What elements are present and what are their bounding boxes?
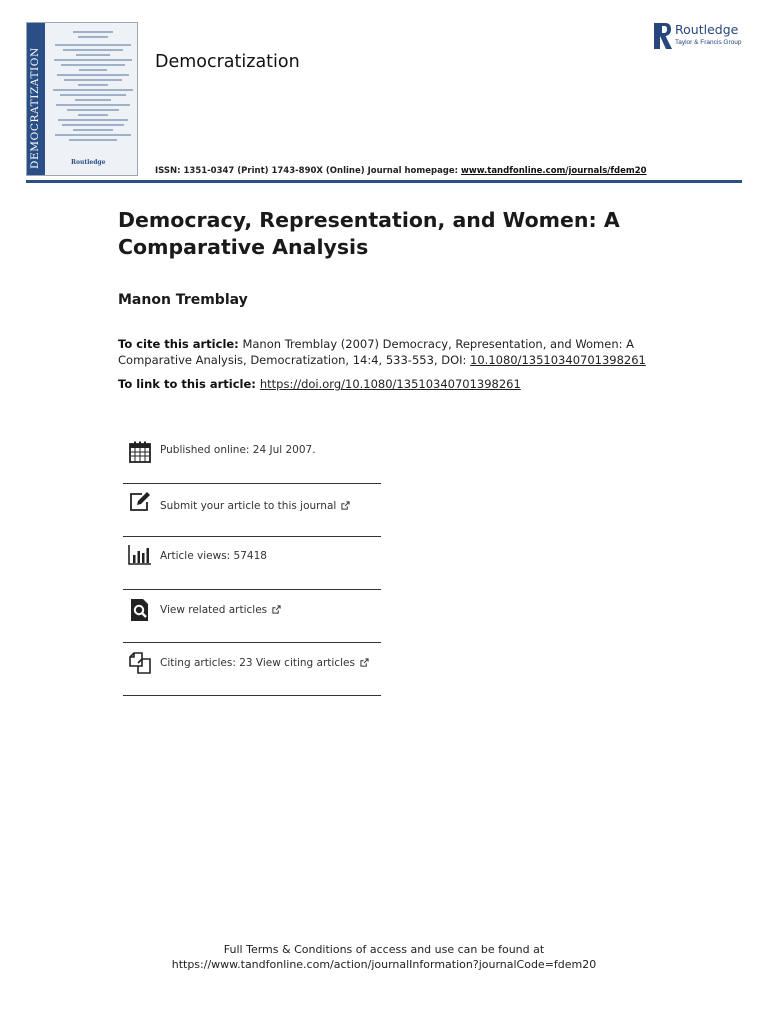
terms-footer — [0, 942, 768, 972]
citation-block — [118, 337, 648, 368]
article-author: Manon Tremblay — [118, 292, 248, 308]
submit-article-link[interactable] — [160, 500, 350, 512]
article-views-text: Article views: 57418 — [160, 550, 267, 562]
submit-article-item[interactable] — [123, 484, 381, 537]
submit-article-text: Submit your article to this journal — [160, 500, 337, 512]
cover-publisher: Routledge — [71, 159, 106, 166]
related-articles-link[interactable] — [160, 604, 281, 616]
external-link-icon — [341, 501, 350, 510]
article-views-item — [123, 537, 381, 590]
cover-spine-title: DEMOCRATIZATION — [29, 47, 41, 169]
calendar-icon — [128, 440, 152, 464]
citing-articles-text: Citing articles: 23 View citing articles — [160, 657, 355, 669]
related-articles-text: View related articles — [160, 604, 268, 616]
citing-icon — [128, 651, 152, 675]
link-label: To link to this article: — [118, 377, 260, 391]
related-articles-item[interactable] — [123, 590, 381, 643]
journal-name: Democratization — [155, 52, 300, 72]
publisher-group: Taylor & Francis Group — [675, 39, 742, 46]
journal-homepage-link[interactable]: www.tandfonline.com/journals/fdem20 — [461, 166, 647, 176]
cite-text: Manon Tremblay (2007) Democracy, Representation, and Women: A Comparative Analysis, Democratization, 14:4, 533-553, DOI: — [118, 337, 635, 367]
cite-label: To cite this article: — [118, 337, 239, 351]
issn-text: ISSN: 1351-0347 (Print) 1743-890X (Online) Journal homepage: — [155, 166, 462, 176]
bar-chart-icon — [128, 543, 152, 567]
terms-footer-link[interactable]: https://www.tandfonline.com/action/journalInformation?journalCode=fdem20 — [171, 958, 597, 971]
article-link-line — [118, 377, 521, 391]
publisher-logo — [654, 22, 746, 54]
citing-articles-item[interactable] — [123, 643, 381, 696]
routledge-r-icon — [654, 23, 672, 49]
external-link-icon — [272, 605, 281, 614]
external-link-icon — [360, 658, 369, 667]
edit-icon — [128, 490, 152, 514]
cover-contents-lines — [53, 31, 133, 144]
cite-doi-link[interactable]: 10.1080/13510340701398261 — [470, 352, 646, 367]
search-doc-icon — [128, 598, 152, 622]
published-online-text: Published online: 24 Jul 2007. — [160, 444, 316, 456]
terms-footer-line1: Full Terms & Conditions of access and use can be found at — [223, 943, 545, 956]
header-divider — [26, 180, 742, 183]
citing-articles-link[interactable] — [160, 657, 369, 669]
article-doi-link[interactable]: https://doi.org/10.1080/13510340701398261 — [259, 377, 521, 391]
issn-line — [155, 166, 647, 176]
published-online-item — [123, 430, 381, 484]
journal-cover-image — [26, 22, 138, 176]
article-title: Democracy, Representation, and Women: A Comparative Analysis — [118, 208, 620, 259]
publisher-name: Routledge — [675, 22, 739, 37]
